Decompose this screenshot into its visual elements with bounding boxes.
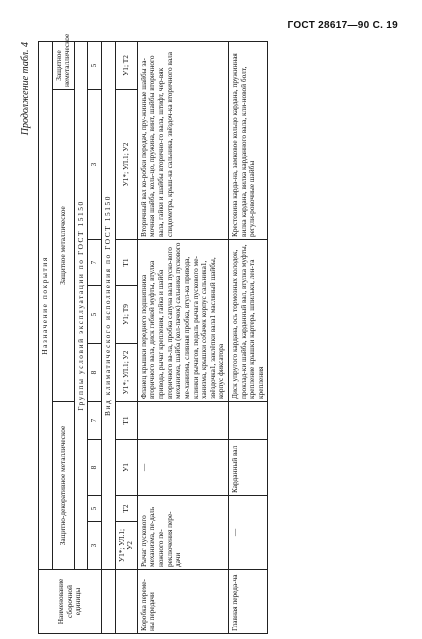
climate-7: Т1 bbox=[115, 240, 137, 286]
coating-table bbox=[38, 33, 268, 634]
purpose-header: Назначение покрытия bbox=[39, 41, 53, 569]
table-row bbox=[137, 41, 228, 633]
decor-u-cell: Рычаг пускового механизма, пе-даль ножного пе-реключения пере-дачи bbox=[137, 496, 228, 570]
blank-cell bbox=[102, 570, 116, 634]
table-row bbox=[228, 41, 267, 633]
empty-cell-2 bbox=[228, 402, 267, 440]
nonmetal-u-cell-2: Крестовина карда-на, замковое кольцо кардана, пружинная вилка кардана, вилка карданного вала, кли-новой болт, регули-ровочные шайбы bbox=[228, 41, 267, 239]
page-header: ГОСТ 28617—90 С. 19 bbox=[287, 20, 398, 31]
decor-u-cell-2: — bbox=[228, 496, 267, 570]
decor-t1-cell-2: Карданный вал bbox=[228, 440, 267, 496]
climate-6: У1; Т9 bbox=[115, 286, 137, 344]
row-header: Наименование сборочной единицы bbox=[39, 570, 102, 634]
group-protect-header: Защитное металлическое bbox=[52, 90, 74, 402]
climate-header: Вид климатического исполнения по ГОСТ 15150 bbox=[102, 41, 116, 569]
protect-u-cell-2: Диск упругого кардана, ось тормозных колодок, проклад-ки шайба, карданный вал, втулка муфты, крепление крышки картера, шпильки, лен-та крепления bbox=[228, 240, 267, 402]
climate-1: У1*; УЛ.1; У2 bbox=[115, 522, 137, 570]
protect-u-cell: Фланец крышки переднего подшипника вторичного вала, диск гибкой муфты, втулка привода, рычаг крепления, гайка и шайба вторичного ва-ла, пробка сапуна вала пуско-вого механизма, шайба (кол-пачок) сальника пускового ме-ханизма, сливная пробка, втул-ка привода, клинки рычагов, педаль рычага пускового ме-ханизма, крышки собачек корпус сальника1, звёздочка1, заклёпки вала1 масляный шайбы, корпус фиксатора bbox=[137, 240, 228, 402]
group-num-7: 7 bbox=[88, 240, 102, 286]
group-num-4: 7 bbox=[88, 402, 102, 440]
group-num-1: 3 bbox=[88, 522, 102, 570]
group-num-9: 5 bbox=[88, 41, 102, 89]
group-decor-header: Защитно-декоративное металлическое bbox=[52, 402, 74, 570]
rotated-table-block bbox=[20, 33, 412, 634]
group-num-3: 8 bbox=[88, 440, 102, 496]
climate-3: У1 bbox=[115, 440, 137, 496]
nonmetal-u-cell: Вторичный вал ко-робки передач, пру-жинные шайбы за-мочная шайба, коль-цо, пружина, винт, шайбы вторичного вала, гайки и шайбы вторично-го вала, штифт, чер-вяк спидометра, крыш-ка сальника, звёздоч-ка вторичного вала bbox=[137, 41, 228, 239]
conditions-header: Группы условий эксплуатации по ГОСТ 15150 bbox=[74, 41, 88, 569]
group-num-5: 8 bbox=[88, 344, 102, 402]
group-num-2: 5 bbox=[88, 496, 102, 522]
empty-cell bbox=[137, 402, 228, 440]
group-nonmetal-header: Защитное неметаллическое bbox=[52, 41, 74, 89]
climate-2: Т2 bbox=[115, 496, 137, 522]
table-continuation-label: Продолжение табл. 4 bbox=[20, 42, 31, 136]
group-num-6: 5 bbox=[88, 286, 102, 344]
climate-5: У1*; УЛ.1; У2 bbox=[115, 344, 137, 402]
row-name-final-drive: Главная переда-ча bbox=[228, 570, 267, 634]
group-num-8: 3 bbox=[88, 90, 102, 240]
climate-8: У1*; УЛ.1; У2 bbox=[115, 90, 137, 240]
blank-cell-2 bbox=[115, 570, 137, 634]
climate-4: Т1 bbox=[115, 402, 137, 440]
rotated-page-area bbox=[20, 33, 412, 634]
climate-9: У1; Т2 bbox=[115, 41, 137, 89]
decor-t1-cell: — bbox=[137, 440, 228, 496]
row-name-gearbox: Коробка переме-ны передачи bbox=[137, 570, 228, 634]
